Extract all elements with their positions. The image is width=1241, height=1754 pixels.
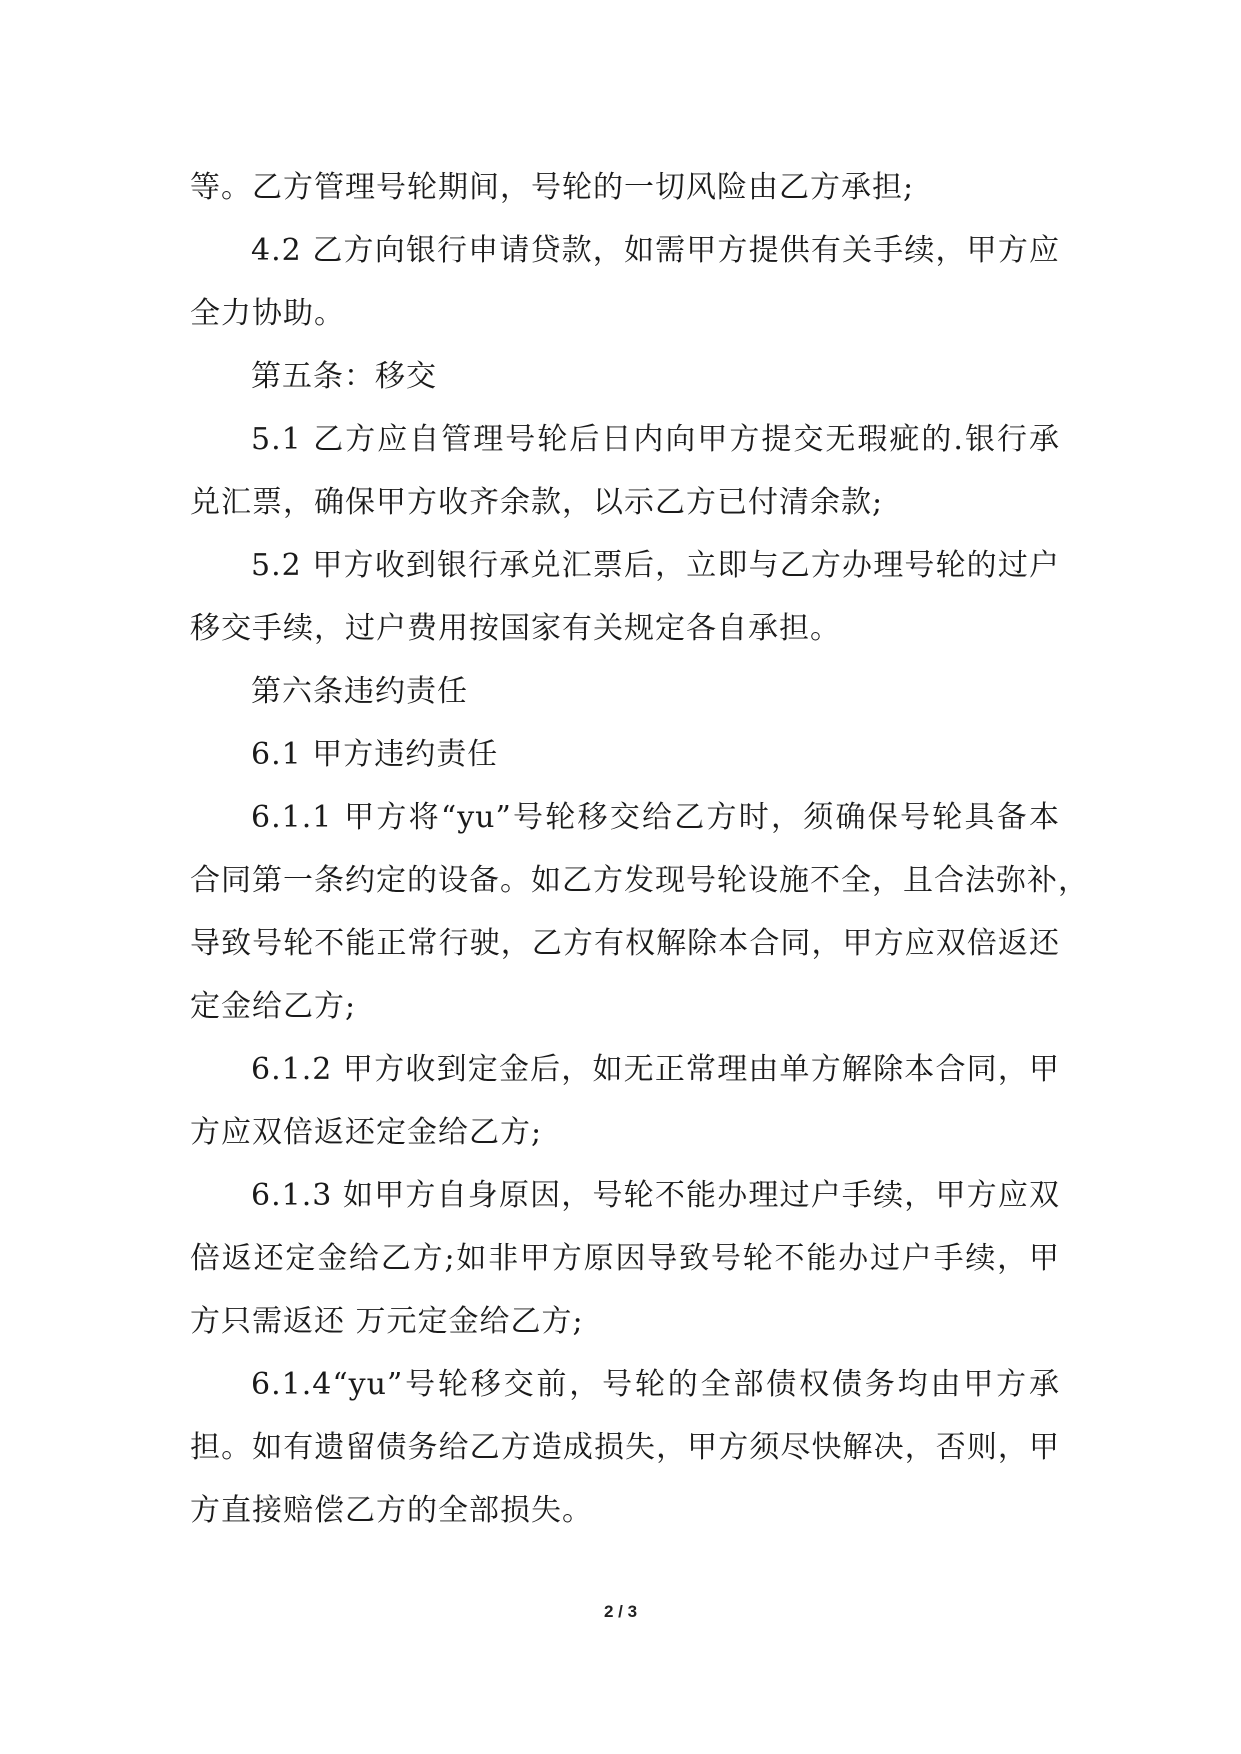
section-heading: 第六条违约责任 <box>251 674 468 709</box>
text-line: 6.1.4“yu”号轮移交前，号轮的全部债权债务均由甲方承 <box>251 1367 1060 1402</box>
text-line: 6.1.2 甲方收到定金后，如无正常理由单方解除本合同，甲 <box>251 1052 1060 1087</box>
subsection-heading: 6.1 甲方违约责任 <box>251 737 499 772</box>
text-line: 移交手续，过户费用按国家有关规定各自承担。 <box>190 611 841 646</box>
page-number: 2 / 3 <box>603 1602 638 1621</box>
text-line: 兑汇票，确保甲方收齐余款，以示乙方已付清余款; <box>190 485 884 520</box>
text-line: 担。如有遗留债务给乙方造成损失，甲方须尽快解决，否则，甲 <box>190 1430 1060 1465</box>
text-line: 合同第一条约定的设备。如乙方发现号轮设施不全，且合法弥补， <box>190 863 1089 898</box>
section-heading: 第五条：移交 <box>251 359 437 394</box>
text-line: 倍返还定金给乙方;如非甲方原因导致号轮不能办过户手续，甲 <box>190 1241 1060 1276</box>
text-line: 4.2 乙方向银行申请贷款，如需甲方提供有关手续，甲方应 <box>251 233 1060 268</box>
text-line: 导致号轮不能正常行驶，乙方有权解除本合同，甲方应双倍返还 <box>190 926 1060 961</box>
text-line: 5.1 乙方应自管理号轮后日内向甲方提交无瑕疵的.银行承 <box>251 422 1060 457</box>
text-line: 方只需返还 万元定金给乙方; <box>190 1304 584 1339</box>
text-line: 6.1.1 甲方将“yu”号轮移交给乙方时，须确保号轮具备本 <box>251 800 1060 835</box>
text-line: 方应双倍返还定金给乙方; <box>190 1115 543 1150</box>
text-line: 等。乙方管理号轮期间，号轮的一切风险由乙方承担; <box>190 170 915 205</box>
text-line: 6.1.3 如甲方自身原因，号轮不能办理过户手续，甲方应双 <box>251 1178 1060 1213</box>
text-line: 定金给乙方; <box>190 989 357 1024</box>
text-line: 5.2 甲方收到银行承兑汇票后，立即与乙方办理号轮的过户 <box>251 548 1060 583</box>
text-line: 方直接赔偿乙方的全部损失。 <box>190 1493 593 1528</box>
text-line: 全力协助。 <box>190 296 345 331</box>
